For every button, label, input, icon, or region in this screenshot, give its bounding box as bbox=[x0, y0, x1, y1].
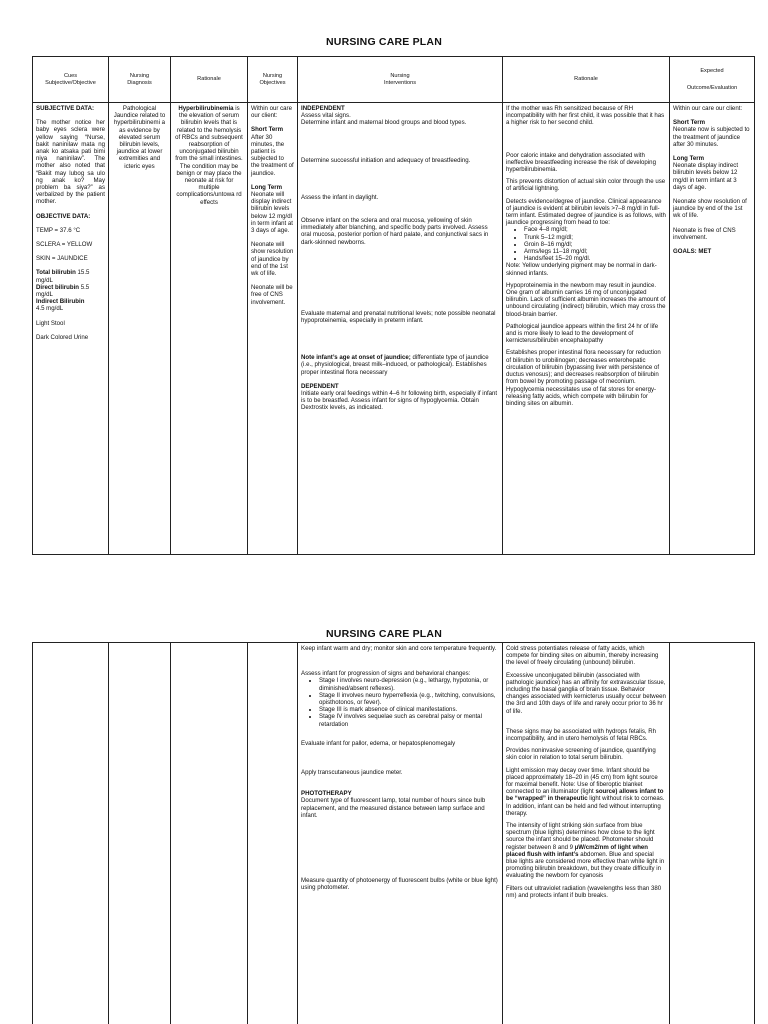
interventions-cell-2: Keep infant warm and dry; monitor skin and core temperature frequently. Assess infant for progression of signs and behavioral changes: • Stage I involves neuro-depression (e.g., lethargy, hypotonia, or diminished/absent reflexes). • Stage II involves neuro hyperreflexia (e.g., twitching, convulsions, opisthotonos, or fever). • Stage III is mark absence of clinical manifestations. • Stage IV involves sequelae such as cerebral palsy or mental retardation Evaluate infant for pallor, edema, or hepatosplenomegaly Apply transcutaneous jaundice meter. PHOTOTHERAPY Document type of fluorescent lamp, total number of hours since bulb replacement, and the measured distance between lamp surface and infant. Measure quantity of photoenergy of fluorescent bulbs (white or blue light) using photometer. bbox=[298, 643, 503, 1024]
header-diagnosis: Nursing Diagnosis bbox=[109, 57, 171, 103]
cues-cell-2 bbox=[33, 643, 109, 1024]
expected-cell-2 bbox=[670, 643, 755, 1024]
cues-cell: SUBJECTIVE DATA: The mother notice her baby eyes sclera were yellow saying “Nurse, bakit naninilaw mata ng anak ko atsaka pati bimi niya naninilaw”. The mother also noted that “Bakit may lubog sa ulo ng anak ko? May problem ba siya?” as verbalized by the patient mother. OBJECTIVE DATA: TEMP = 37.6 °C SCLERA = YELLOW SKIN = JAUNDICE Total bilirubin 15.5 mg/dL Direct bilirubin 5.5 mg/dL Indirect Bilirubin 4.5 mg/dL Light Stool Dark Colored Urine bbox=[33, 103, 109, 555]
header-cues: Cues Subjective/Objective bbox=[33, 57, 109, 103]
rationale-2-cell-2: Cold stress potentiates release of fatty acids, which compete for binding sites on albumin, thereby increasing the level of freely circulating (unbound) bilirubin. Excessive unconjugated bilirubin (associated with pathologic jaundice) has an affinity for extravascular tissue, including the basal ganglia of brain tissue. Behavior changes associated with kernicterus usually occur between the 3rd and 10th days of life and rarely occur prior to 36 hr of life. These signs may be associated with hydrops fetalis, Rh incompatibility, and in utero hemolysis of fetal RBCs. Provides noninvasive screening of jaundice, quantifying skin color in relation to total serum bilirubin. Light emission may decay over time. Infant should be placed approximately 18–20 in (45 cm) from light source for maximal benefit. Note: Use of fiberoptic blanket connected to an illuminator (light source) allows infant to be “wrapped” in therapeutic light without risk to corneas. In addition, infant can be held and fed without interrupting therapy. The intensity of light striking skin surface from blue spectrum (blue lights) determines how close to the light source the infant should be placed. Photometer should register between 8 and 9 µW/cm2/nm of light when placed flush with infant’s abdomen. Blue and special blue lights are considered more effective than white light in promoting bilirubin breakdown, but they create difficulty in evaluating the newborn for cyanosis Filters out ultraviolet radiation (wavelengths less than 380 nm) and protects infant if bulb breaks. bbox=[503, 643, 670, 1024]
rationale-2-cell: If the mother was Rh sensitized because of RH incompatibility with her first child, it was possible that it has a higher risk to her second child. Poor caloric intake and dehydration associated with ineffective breastfeeding increase the risk of developing hyperbilirubinemia. This prevents distortion of actual skin color through the use of artificial lightning. Detects evidence/degree of jaundice. Clinical appearance of jaundice is evident at bilirubin levels >7–8 mg/dl in full-term infant. Estimated degree of jaundice is as follows, with jaundice progressing from head to toe: • Face 4–8 mg/dl; • Trunk 5–12 mg/dl; • Groin 8–16 mg/dl; • Arms/legs 11–18 mg/dl; • Hands/feet 15–20 mg/dl. Note: Yellow underlying pigment may be normal in dark-skinned infants. Hypoproteinemia in the newborn may result in jaundice. One gram of albumin carries 16 mg of unconjugated bilirubin. Lack of sufficient albumin increases the amount of unbound circulating (indirect) bilirubin, which may cross the blood-brain barrier. Pathological jaundice appears within the first 24 hr of life and is more likely to lead to the development of kernicterus/bilirubin encephalopathy Establishes proper intestinal flora necessary for reduction of bilirubin to urobilinogen; decreases enterohepatic circulation of bilirubin (bypassing liver with persistence of ductus venosus); and decreases reabsorption of bilirubin from bowel by promoting passage of meconium. Hypoglycemia necessitates use of fat stores for energy-releasing fatty acids, which compete with bilirubin for binding sites on albumin. bbox=[503, 103, 670, 555]
page-2-title: NURSING CARE PLAN bbox=[326, 628, 442, 640]
care-plan-table bbox=[32, 56, 755, 555]
content-row bbox=[33, 103, 755, 555]
header-rationale: Rationale bbox=[171, 57, 248, 103]
interventions-cell: INDEPENDENT Assess vital signs. Determine infant and maternal blood groups and blood types. Determine successful initiation and adequacy of breastfeeding. Assess the infant in daylight. Observe infant on the sclera and oral mucosa, yellowing of skin immediately after blanching, and specific body parts involved. Assess oral mucosa, posterior portion of hard palate, and conjunctival sacs in dark-skinned newborns. Evaluate maternal and prenatal nutritional levels; note possible neonatal hypoproteinemia, especially in preterm infant. Note infant’s age at onset of jaundice; differentiate type of jaundice (i.e., physiological, breast milk–induced, or pathological). Establishes proper intestinal flora necessary DEPENDENT Initiate early oral feedings within 4–6 hr following birth, especially if infant is to be breastfed. Assess infant for signs of hypoglycemia. Obtain Dextrostix levels, as indicated. bbox=[298, 103, 503, 555]
header-objectives: Nursing Objectives bbox=[248, 57, 298, 103]
care-plan-page-2 bbox=[0, 620, 768, 1024]
objectives-cell: Within our care our client: Short Term After 30 minutes, the patient is subjected to the treatment of jaundice. Long Term Neonate will display indirect bilirubin levels below 12 mg/dl in term infant at 3 days of age. Neonate will show resolution of jaundice by end of the 1st wk of life. Neonate will be free of CNS involvement. bbox=[248, 103, 298, 555]
rationale-cell: Hyperbilirubinemia is the elevation of serum bilirubin levels that is related to the hemolysis of RBCs and subsequent reabsorption of unconjugated bilirubin from the small intestines. The condition may be benign or may place the neonate at risk for multiple complications/untowa rd effects bbox=[171, 103, 248, 555]
expected-cell: Within our care our client: Short Term Neonate now is subjected to the treatment of jaundice after 30 minutes. Long Term Neonate display indirect bilirubin levels below 12 mg/dl in term infant at 3 days of age. Neonate show resolution of jaundice by end of the 1st wk of life. Neonate is free of CNS involvement. GOALS: MET bbox=[670, 103, 755, 555]
jaundice-levels-list: • Face 4–8 mg/dl; • Trunk 5–12 mg/dl; • Groin 8–16 mg/dl; • Arms/legs 11–18 mg/dl; • Hands/feet 15–20 mg/dl. bbox=[506, 226, 666, 262]
header-rationale-2: Rationale bbox=[503, 57, 670, 103]
page-title: NURSING CARE PLAN bbox=[326, 36, 442, 48]
diagnosis-cell-2 bbox=[109, 643, 171, 1024]
rationale-cell-2 bbox=[171, 643, 248, 1024]
objectives-cell-2 bbox=[248, 643, 298, 1024]
stages-list: • Stage I involves neuro-depression (e.g., lethargy, hypotonia, or diminished/absent reflexes). • Stage II involves neuro hyperreflexia (e.g., twitching, convulsions, opisthotonos, or fever). • Stage III is mark absence of clinical manifestations. • Stage IV involves sequelae such as cerebral palsy or mental retardation bbox=[301, 677, 499, 727]
care-plan-table-2 bbox=[32, 642, 755, 1024]
header-interventions: Nursing Interventions bbox=[298, 57, 503, 103]
header-row bbox=[33, 57, 755, 103]
diagnosis-cell: Pathological Jaundice related to hyperbilirubinemi a as evidence by elevated serum bilirubin levels, jaundice at lower extremities and icteric eyes bbox=[109, 103, 171, 555]
content-row-2 bbox=[33, 643, 755, 1024]
header-expected: Expected Outcome/Evaluation bbox=[670, 57, 755, 103]
